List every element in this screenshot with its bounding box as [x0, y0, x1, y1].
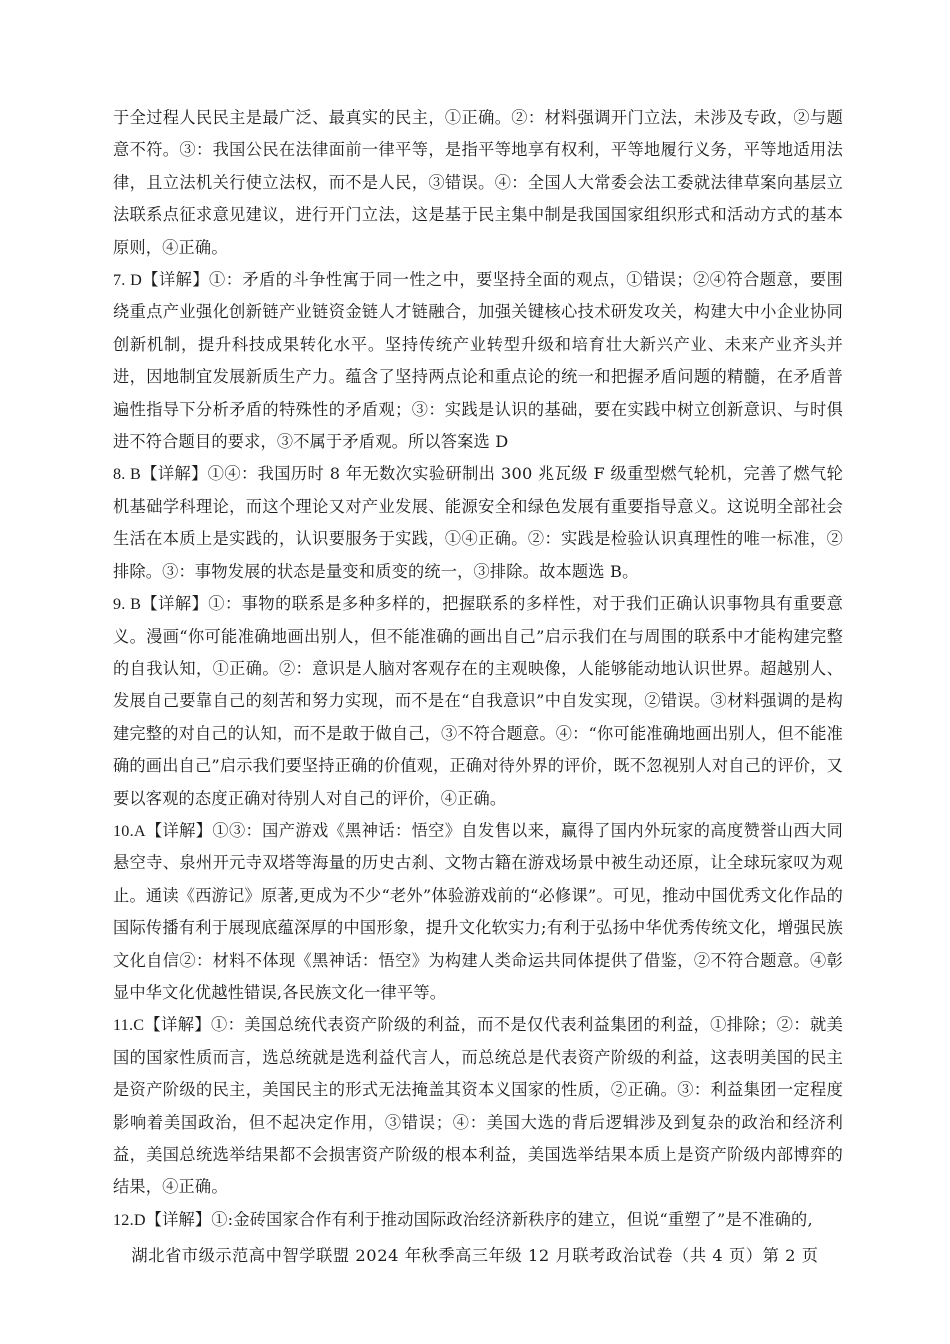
question-number: 9. B — [113, 595, 142, 614]
paragraph-text: 于全过程人民民主是最广泛、最真实的民主，①正确。②：材料强调开门立法，未涉及专政，②与题意不符。③：我国公民在法律面前一律平等，是指平等地享有权利，平等地履行义务，平等地适用法律，且立法机关行使立法权，而不是人民，③错误。④：全国人大常委会法工委就法律草案向基层立法联系点征求意见建议，进行开门立法，这是基于民主集中制是我国国家组织形式和活动方式的基本原则，④正确。 — [113, 108, 843, 257]
paragraph-continuation — [113, 102, 843, 264]
question-number: 12.D — [113, 1210, 146, 1229]
page-footer: 湖北省市级示范高中智学联盟 2024 年秋季高三年级 12 月联考政治试卷（共 4 页）第 2 页 — [131, 1246, 819, 1265]
answer-q7 — [113, 264, 843, 458]
paragraph-text: 【详解】①③：国产游戏《黑神话：悟空》自发售以来，赢得了国内外玩家的高度赞誉山西大同悬空寺、泉州开元寺双塔等海量的历史古刹、文物古籍在游戏场景中被生动还原，让全球玩家叹为观止。通读《西游记》原著,更成为不少“老外”体验游戏前的“必修课”。可见，推动中国优秀文化作品的国际传播有利于展现底蕴深厚的中国形象，提升文化软实力;有利于弘扬中华优秀传统文化，增强民族文化自信②：材料不体现《黑神话：悟空》为构建人类命运共同体提供了借鉴，②不符合题意。④彰显中华文化优越性错误,各民族文化一律平等。 — [113, 820, 843, 1002]
answer-q8 — [113, 458, 843, 588]
answer-q12 — [113, 1204, 843, 1236]
question-number: 8. B — [113, 465, 142, 484]
paragraph-text: 【详解】①：美国总统代表资产阶级的利益，而不是仅代表利益集团的利益，①排除；②：就美国的国家性质而言，选总统就是选利益代言人，而总统总是代表资产阶级的利益，这表明美国的民主是资产阶级的民主，美国民主的形式无法掩盖其资本义国家的性质，②正确。③：利益集团一定程度影响着美国政治，但不起决定作用，③错误；④：美国大选的背后逻辑涉及到复杂的政治和经济利益，美国总统选举结果都不会损害资产阶级的根本利益，美国选举结果本质上是资产阶级内部博弈的结果，④正确。 — [113, 1015, 843, 1197]
question-number: 7. D — [113, 271, 142, 290]
paragraph-text: 【详解】①④：我国历时 8 年无数次实验研制出 300 兆瓦级 F 级重型燃气轮机，完善了燃气轮机基础学科理论，而这个理论又对产业发展、能源安全和绿色发展有重要指导意义。这说明全部社会生活在本质上是实践的，认识要服务于实践，①④正确。②：实践是检验认识真理性的唯一标准，②排除。③：事物发展的状态是量变和质变的统一，③排除。故本题选 B。 — [113, 464, 843, 581]
question-number: 11.C — [113, 1016, 145, 1035]
answer-explanations — [113, 102, 843, 1236]
paragraph-text: 【详解】①：矛盾的斗争性寓于同一性之中，要坚持全面的观点，①错误；②④符合题意，要围绕重点产业强化创新链产业链资金链人才链融合，加强关键核心技术研发攻关，构建大中小企业协同创新机制，提升科技成果转化水平。坚持传统产业转型升级和培育壮大新兴产业、未来产业齐头并进，因地制宜发展新质生产力。蕴含了坚持两点论和重点论的统一和把握矛盾问题的精髓，在矛盾普遍性指导下分析矛盾的特殊性的矛盾观；③：实践是认识的基础，要在实践中树立创新意识、与时俱进不符合题目的要求，③不属于矛盾观。所以答案选 D — [113, 270, 843, 452]
answer-q9 — [113, 588, 843, 815]
answer-q11 — [113, 1009, 843, 1203]
paragraph-text: 【详解】①：事物的联系是多种多样的，把握联系的多样性，对于我们正确认识事物具有重要意义。漫画“你可能准确地画出别人，但不能准确的画出自己”启示我们在与周围的联系中才能构建完整的自我认知，①正确。②：意识是人脑对客观存在的主观映像，人能够能动地认识世界。超越别人、发展自己要靠自己的刻苦和努力实现，而不是在“自我意识”中自发实现，②错误。③材料强调的是构建完整的对自己的认知，而不是敢于做自己，③不符合题意。④：“你可能准确地画出别人，但不能准确的画出自己”启示我们要坚持正确的价值观，正确对待外界的评价，既不忽视别人对自己的评价，又要以客观的态度正确对待别人对自己的评价，④正确。 — [113, 594, 843, 808]
question-number: 10.A — [113, 821, 146, 840]
answer-q10 — [113, 815, 843, 1009]
paragraph-text: 【详解】①:金砖国家合作有利于推动国际政治经济新秩序的建立，但说“重塑了”是不准确的, — [145, 1209, 813, 1229]
